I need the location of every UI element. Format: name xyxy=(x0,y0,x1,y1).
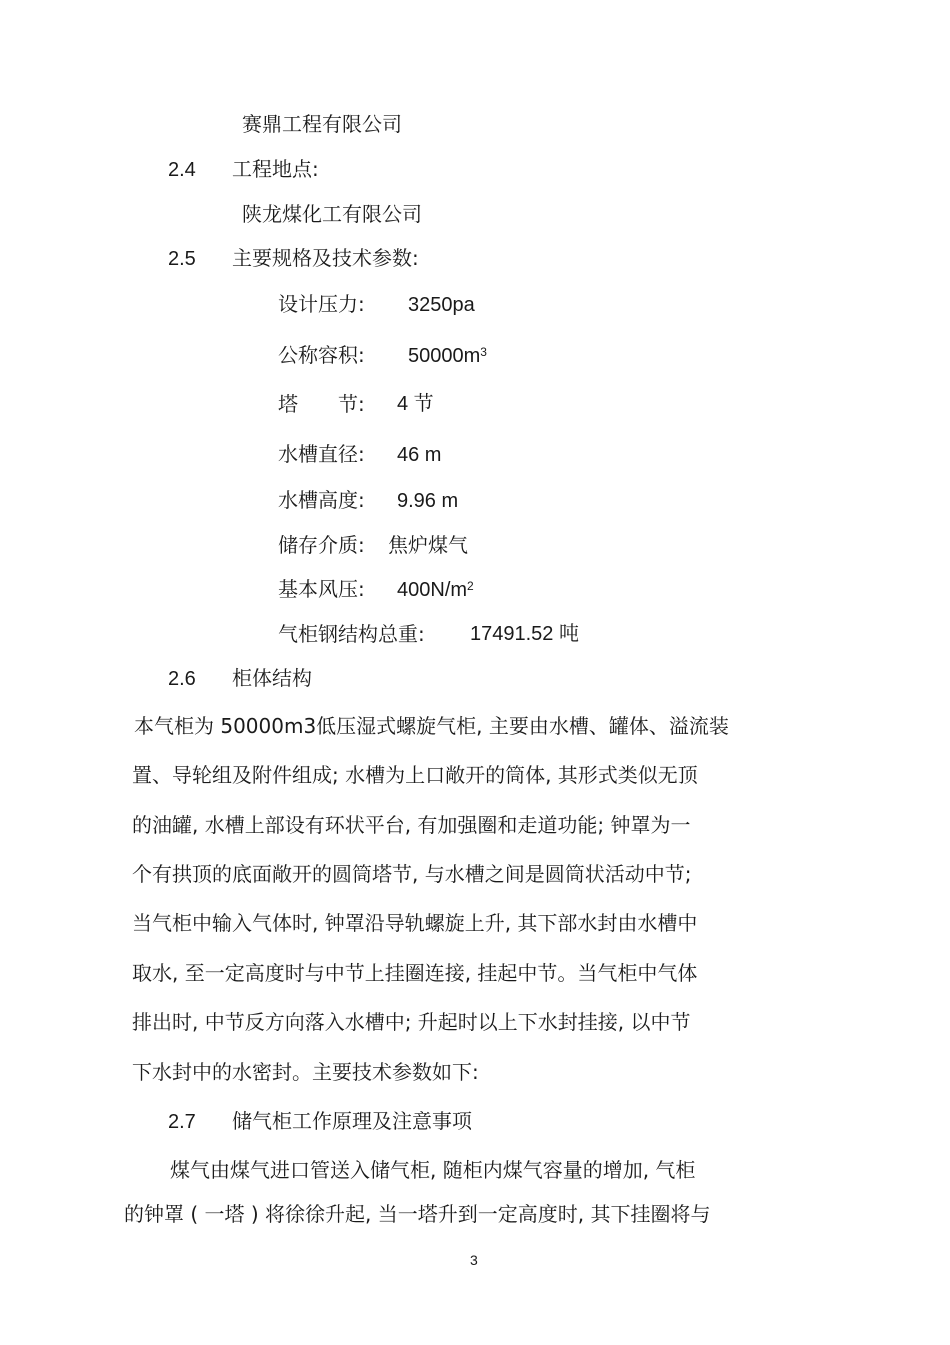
param-value-nominal-volume xyxy=(408,344,487,368)
param-label-tower-section: 塔 节: xyxy=(278,392,365,416)
page-number: 3 xyxy=(470,1252,478,1268)
param-label-wind-pressure: 基本风压: xyxy=(278,577,365,601)
structure-line: 下水封中的水密封。主要技术参数如下: xyxy=(132,1060,479,1084)
param-label-nominal-volume: 公称容积: xyxy=(278,343,365,367)
section-number-2-7: 2.7 xyxy=(168,1111,196,1133)
structure-line: 个有拱顶的底面敞开的圆筒塔节, 与水槽之间是圆筒状活动中节; xyxy=(132,862,692,886)
param-value-steel-weight: 17491.52 吨 xyxy=(470,623,579,645)
section-title-2-7: 储气柜工作原理及注意事项 xyxy=(232,1109,472,1133)
section-title-2-6: 柜体结构 xyxy=(232,666,312,690)
structure-line: 取水, 至一定高度时与中节上挂圈连接, 挂起中节。当气柜中气体 xyxy=(132,961,698,985)
param-value-tank-height: 9.96 m xyxy=(397,490,459,512)
param-value-nominal-volume-text: 50000m xyxy=(408,345,481,367)
param-label-tank-diameter: 水槽直径: xyxy=(278,442,365,466)
param-value-tank-diameter: 46 m xyxy=(397,444,442,466)
param-label-storage-medium: 储存介质: xyxy=(278,533,365,557)
structure-line: 排出时, 中节反方向落入水槽中; 升起时以上下水封挂接, 以中节 xyxy=(132,1010,691,1034)
section-title-2-4: 工程地点: xyxy=(232,157,319,181)
structure-line: 当气柜中输入气体时, 钟罩沿导轨螺旋上升, 其下部水封由水槽中 xyxy=(132,911,698,935)
principle-line: 的钟罩 ( 一塔 ) 将徐徐升起, 当一塔升到一定高度时, 其下挂圈将与 xyxy=(124,1202,711,1226)
param-label-steel-weight: 气柜钢结构总重: xyxy=(278,622,425,646)
param-value-wind-pressure-sup: 2 xyxy=(467,579,474,593)
section-number-2-5: 2.5 xyxy=(168,248,196,270)
section-title-2-5: 主要规格及技术参数: xyxy=(232,246,419,270)
structure-line: 置、导轮组及附件组成; 水槽为上口敞开的筒体, 其形式类似无顶 xyxy=(132,763,698,787)
structure-line: 的油罐, 水槽上部设有环状平台, 有加强圈和走道功能; 钟罩为一 xyxy=(132,813,691,837)
principle-line: 煤气由煤气进口管送入储气柜, 随柜内煤气容量的增加, 气柜 xyxy=(170,1158,696,1182)
param-label-tank-height: 水槽高度: xyxy=(278,488,365,512)
param-value-nominal-volume-sup: 3 xyxy=(480,345,487,359)
section-number-2-4: 2.4 xyxy=(168,159,196,181)
param-value-tower-section: 4 节 xyxy=(397,393,434,415)
section-number-2-6: 2.6 xyxy=(168,668,196,690)
company-name: 赛鼎工程有限公司 xyxy=(242,112,402,136)
project-location: 陕龙煤化工有限公司 xyxy=(242,202,422,226)
param-value-design-pressure: 3250pa xyxy=(408,294,475,316)
param-label-design-pressure: 设计压力: xyxy=(278,292,365,316)
param-value-wind-pressure-text: 400N/m xyxy=(397,579,468,601)
param-value-wind-pressure xyxy=(397,578,474,602)
structure-line: 本气柜为 50000m3低压湿式螺旋气柜, 主要由水槽、罐体、溢流装 xyxy=(134,714,729,738)
param-value-storage-medium: 焦炉煤气 xyxy=(388,533,468,557)
